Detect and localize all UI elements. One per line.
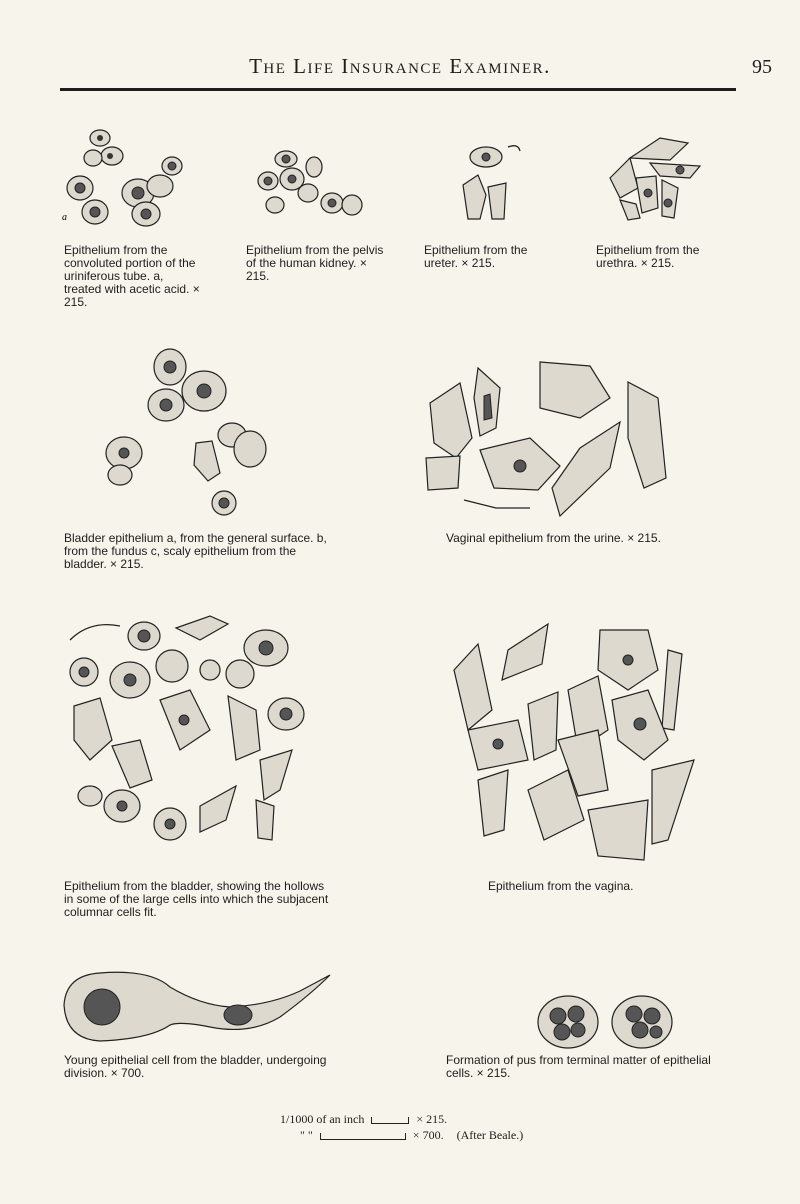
page-number: 95 — [752, 56, 772, 78]
scale-label-2: " " — [300, 1128, 313, 1142]
caption-vaginal-epithelium: Epithelium from the vagina. — [488, 879, 634, 893]
scale-bar-215 — [371, 1117, 409, 1124]
figure-kidney-pelvis — [250, 145, 370, 225]
caption-bladder-hollows: Epithelium from the bladder, showing the hollows in some of the large cells into which the subjacent columnar cells fit. — [64, 879, 329, 919]
scale-bar-700 — [320, 1133, 406, 1140]
header-rule — [60, 88, 736, 91]
figure-bladder-epithelium — [100, 345, 280, 515]
figure-urethra — [600, 118, 710, 228]
scale-line-2 — [300, 1128, 523, 1143]
scale-mag-2: × 700. — [412, 1128, 444, 1142]
figure-uriniferous-tube — [60, 128, 210, 228]
caption-pus-formation: Formation of pus from terminal matter of epithelial cells. × 215. — [446, 1053, 711, 1080]
figure-bladder-hollows — [60, 610, 310, 850]
caption-uriniferous-tube: Epithelium from the convoluted portion of the uriniferous tube. a, treated with acetic acid. × 215. — [64, 243, 200, 309]
figure-pus-formation — [532, 992, 682, 1052]
figure-ureter — [448, 135, 528, 225]
caption-ureter: Epithelium from the ureter. × 215. — [424, 243, 528, 270]
figure-vaginal-epithelium — [448, 620, 708, 860]
scale-line-1 — [280, 1112, 447, 1127]
caption-bladder-epithelium: Bladder epithelium a, from the general surface. b, from the fundus c, scaly epithelium from the bladder. × 215. — [64, 531, 327, 571]
attribution: (After Beale.) — [456, 1128, 524, 1142]
running-head: The Life Insurance Examiner. — [249, 54, 551, 78]
scale-label-1: 1/1000 of an inch — [280, 1112, 365, 1126]
scale-mag-1: × 215. — [416, 1112, 448, 1126]
figure-dividing-cell — [60, 965, 340, 1045]
figure-letter-a: a — [62, 212, 67, 223]
caption-dividing-cell: Young epithelial cell from the bladder, undergoing division. × 700. — [64, 1053, 327, 1080]
caption-kidney-pelvis: Epithelium from the pelvis of the human kidney. × 215. — [246, 243, 384, 283]
caption-urethra: Epithelium from the urethra. × 215. — [596, 243, 700, 270]
figure-vaginal-epithelium-urine — [420, 358, 670, 518]
cell-cluster — [67, 130, 182, 226]
caption-vaginal-epithelium-urine: Vaginal epithelium from the urine. × 215. — [446, 531, 661, 545]
